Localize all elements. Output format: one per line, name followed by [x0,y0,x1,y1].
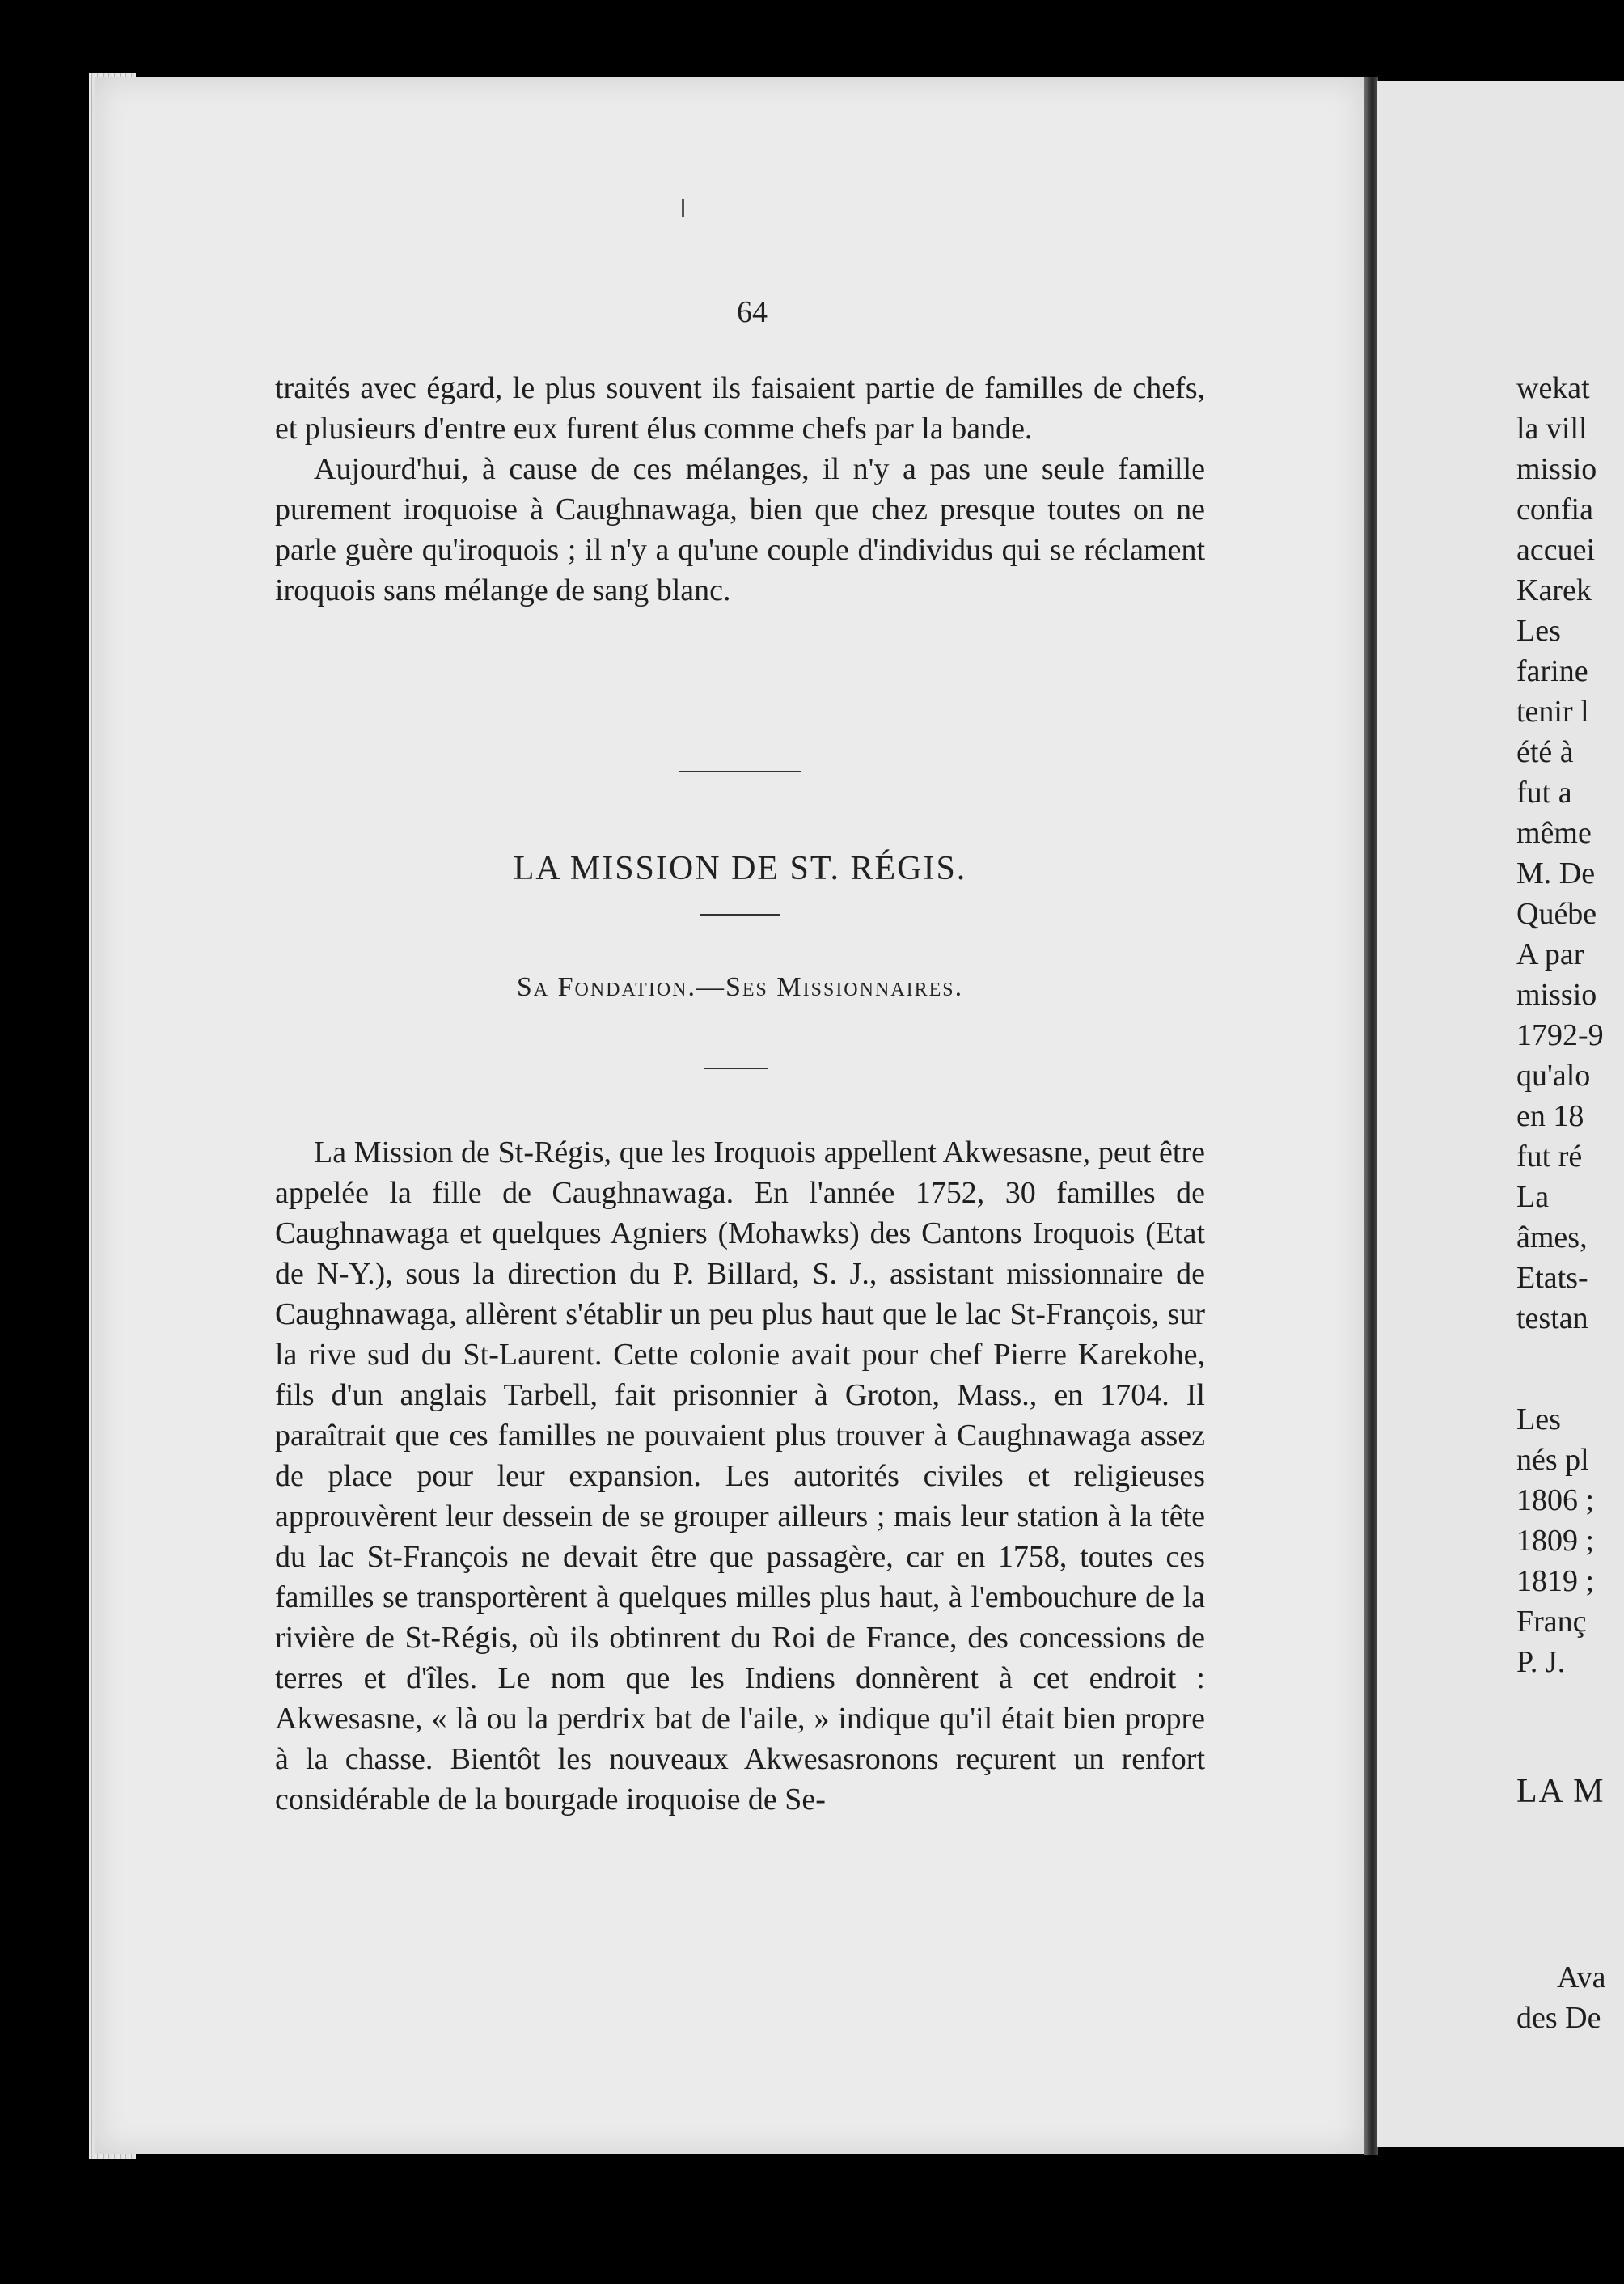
ink-mark [682,199,684,217]
facing-line: tenir l [1516,695,1589,729]
page-number: 64 [737,295,768,329]
facing-line: Franç [1516,1605,1587,1639]
facing-line: même [1516,816,1592,850]
facing-line: 1819 ; [1516,1564,1595,1598]
facing-line: en 18 [1516,1099,1584,1133]
section-title: LA MISSION DE ST. RÉGIS. [513,850,967,887]
facing-line: 1809 ; [1516,1524,1595,1558]
main-text [275,1132,1205,1820]
facing-line: missio [1516,452,1597,486]
facing-line: missio [1516,978,1597,1012]
main-paragraph: La Mission de St-Régis, que les Iroquois appellent Akwesasne, peut être appelée la fille de Caughnawaga. En l'année 1752, 30 familles de Caughnawaga et quelques Agniers (Mohawks) des Cantons Iroquois (Etat de N-Y.), sous la direction du P. Billard, S. J., assistant missionnaire de Caughnawaga, allèrent s'établir un peu plus haut que le lac St-François, sur la rive sud du St-Laurent. Cette colonie avait pour chef Pierre Karekohe, fils d'un anglais Tarbell, fait prisonnier à Groton, Mass., en 1704. Il paraîtrait que ces familles ne pouvaient plus trouver à Caughnawaga assez de place pour leur expansion. Les autorités civiles et religieuses approuvèrent leur dessein de se grouper ailleurs ; mais leur station à la tête du lac St-François ne devait être que passagère, car en 1758, toutes ces familles se transportèrent à quelques milles plus haut, à l'embouchure de la rivière de St-Régis, où ils obtinrent du Roi de France, des concessions de terres et d'îles. Le nom que les Indiens donnèrent à cet endroit : Akwesasne, « là ou la perdrix bat de l'aile, » indique qu'il était bien propre à la chasse. Bientôt les nouveaux Akwesasronons reçurent un renfort considérable de la bourgade iroquoise de Se- [275,1136,1205,1817]
intro-paragraph-1: traités avec égard, le plus souvent ils faisaient partie de familles de chefs, et plusieurs d'entre eux furent élus comme chefs par la bande. [275,371,1205,446]
facing-line: fut a [1516,776,1572,810]
divider-rule [700,914,780,916]
facing-page-text-a [1516,368,1624,1339]
facing-line: Québe [1516,897,1597,931]
facing-line: été à [1516,735,1574,769]
divider-rule [679,771,801,772]
facing-line: âmes, [1516,1220,1588,1254]
facing-line: fut ré [1516,1140,1583,1174]
facing-line: Ava [1557,1960,1606,1994]
facing-page-text-b [1516,1399,1624,1682]
facing-line: qu'alo [1516,1059,1591,1093]
facing-line: nés pl [1516,1443,1589,1477]
facing-line: Etats- [1516,1261,1588,1295]
facing-line: des De [1516,2001,1601,2035]
facing-page-text-c [1516,1957,1624,2038]
facing-page-heading: LA M [1516,1773,1605,1810]
facing-line: confia [1516,493,1593,527]
facing-line: farine [1516,654,1588,688]
facing-line: la vill [1516,412,1588,446]
facing-line: wekat [1516,371,1590,405]
facing-line: La [1516,1180,1550,1214]
section-subtitle: Sa Fondation.—Ses Missionnaires. [516,972,964,1002]
intro-paragraph-2: Aujourd'hui, à cause de ces mélanges, il n'y a pas une seule famille purement iroquoise à Caughnawaga, bien que chez presque toutes on ne parle guère qu'iroquois ; il n'y a qu'une couple d'individus qui se réclament iroquois sans mélange de sang blanc. [275,452,1205,607]
facing-line: P. J. [1516,1645,1566,1679]
facing-line: Les [1516,614,1561,648]
facing-line: 1792-9 [1516,1018,1604,1052]
divider-rule [704,1068,768,1069]
intro-text [275,368,1205,611]
facing-line: testan [1516,1301,1588,1335]
facing-line: M. De [1516,856,1596,890]
facing-line: Karek [1516,573,1592,607]
facing-line: A par [1516,937,1584,971]
facing-line: 1806 ; [1516,1483,1595,1517]
facing-line: Les [1516,1402,1561,1436]
facing-line: accuei [1516,533,1596,567]
